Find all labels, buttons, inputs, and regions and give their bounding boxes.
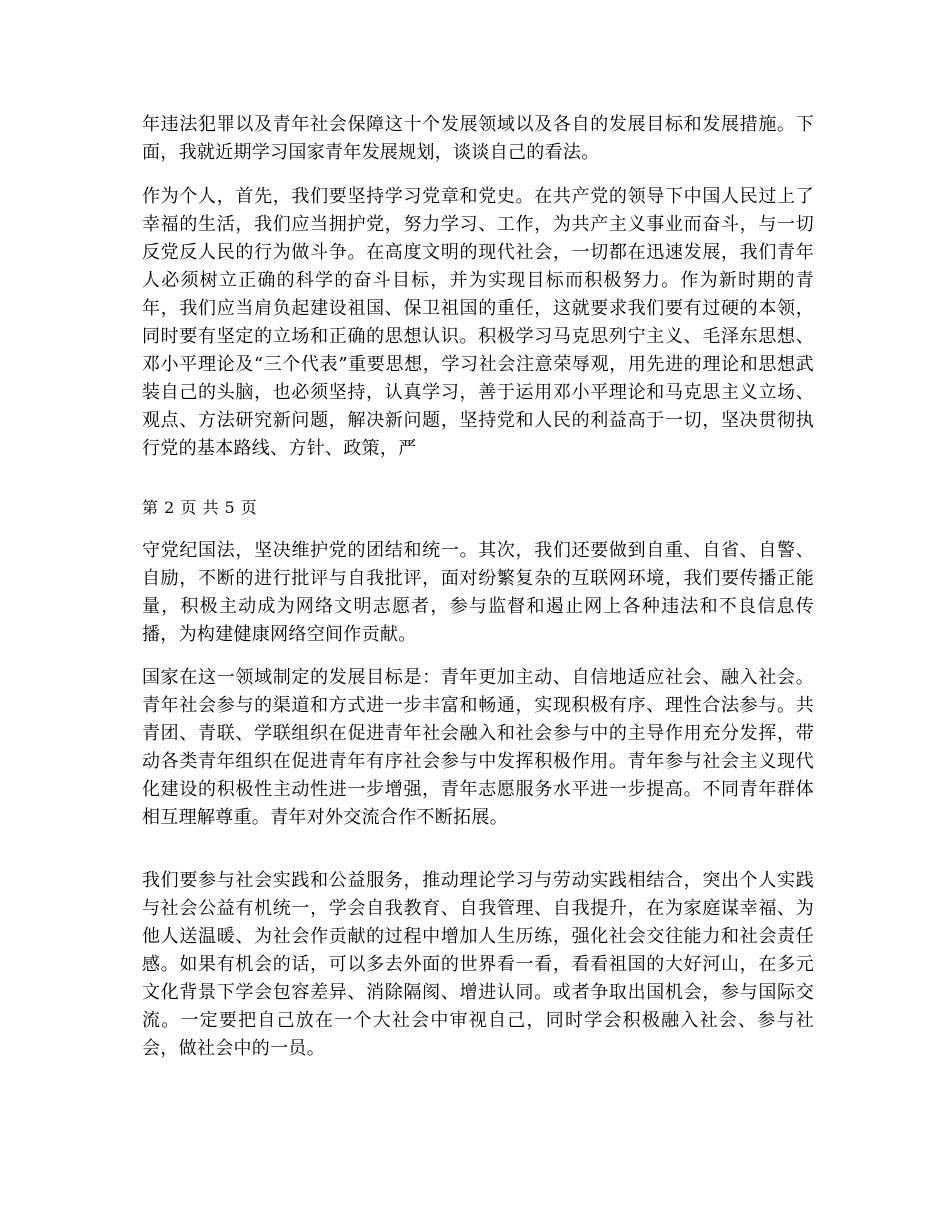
paragraph-social-practice: 我们要参与社会实践和公益服务，推动理论学习与劳动实践相结合，突出个人实践与社会公益有机统一，学会自我教育、自我管理、自我提升，在为家庭谋幸福、为他人送温暖、为社会作贡献的过程中增加人生历练，强化社会交往能力和社会责任感。如果有机会的话，可以多去外面的世界看一看，看看祖国的大好河山，在多元文化背景下学会包容差异、消除隔阂、增进认同。或者争取出国机会，参与国际交流。一定要把自己放在一个大社会中审视自己，同时学会积极融入社会、参与社会，做社会中的一员。 [142,870,814,1059]
page-number-label: 第 2 页 共 5 页 [142,498,258,517]
paragraph-continuation: 年违法犯罪以及青年社会保障这十个发展领域以及各自的发展目标和发展措施。下面，我就近期学习国家青年发展规划，谈谈自己的看法。 [142,114,814,163]
paragraph-discipline: 守党纪国法，坚决维护党的团结和统一。其次，我们还要做到自重、自省、自警、自励，不断的进行批评与自我批评，面对纷繁复杂的互联网环境，我们要传播正能量，积极主动成为网络文明志愿者，参与监督和遏止网上各种违法和不良信息传播，为构建健康网络空间作贡献。 [142,540,814,645]
paragraph-personal-study: 作为个人，首先，我们要坚持学习党章和党史。在共产党的领导下中国人民过上了幸福的生活，我们应当拥护党，努力学习、工作，为共产主义事业而奋斗，与一切反党反人民的行为做斗争。在高度文明的现代社会，一切都在迅速发展，我们青年人必须树立正确的科学的奋斗目标，并为实现目标而积极努力。作为新时期的青年，我们应当肩负起建设祖国、保卫祖国的重任，这就要求我们要有过硬的本领，同时要有坚定的立场和正确的思想认识。积极学习马克思列宁主义、毛泽东思想、邓小平理论及“三个代表”重要思想，学习社会注意荣辱观，用先进的理论和思想武装自己的头脑，也必须坚持，认真学习，善于运用邓小平理论和马克思主义立场、观点、方法研究新问题，解决新问题，坚持党和人民的利益高于一切，坚决贯彻执行党的基本路线、方针、政策，严 [142,186,814,459]
paragraph-development-goals: 国家在这一领域制定的发展目标是：青年更加主动、自信地适应社会、融入社会。青年社会参与的渠道和方式进一步丰富和畅通，实现积极有序、理性合法参与。共青团、青联、学联组织在促进青年社会融入和社会参与中的主导作用充分发挥，带动各类青年组织在促进青年有序社会参与中发挥积极作用。青年参与社会主义现代化建设的积极性主动性进一步增强，青年志愿服务水平进一步提高。不同青年群体相互理解尊重。青年对外交流合作不断拓展。 [142,667,814,828]
